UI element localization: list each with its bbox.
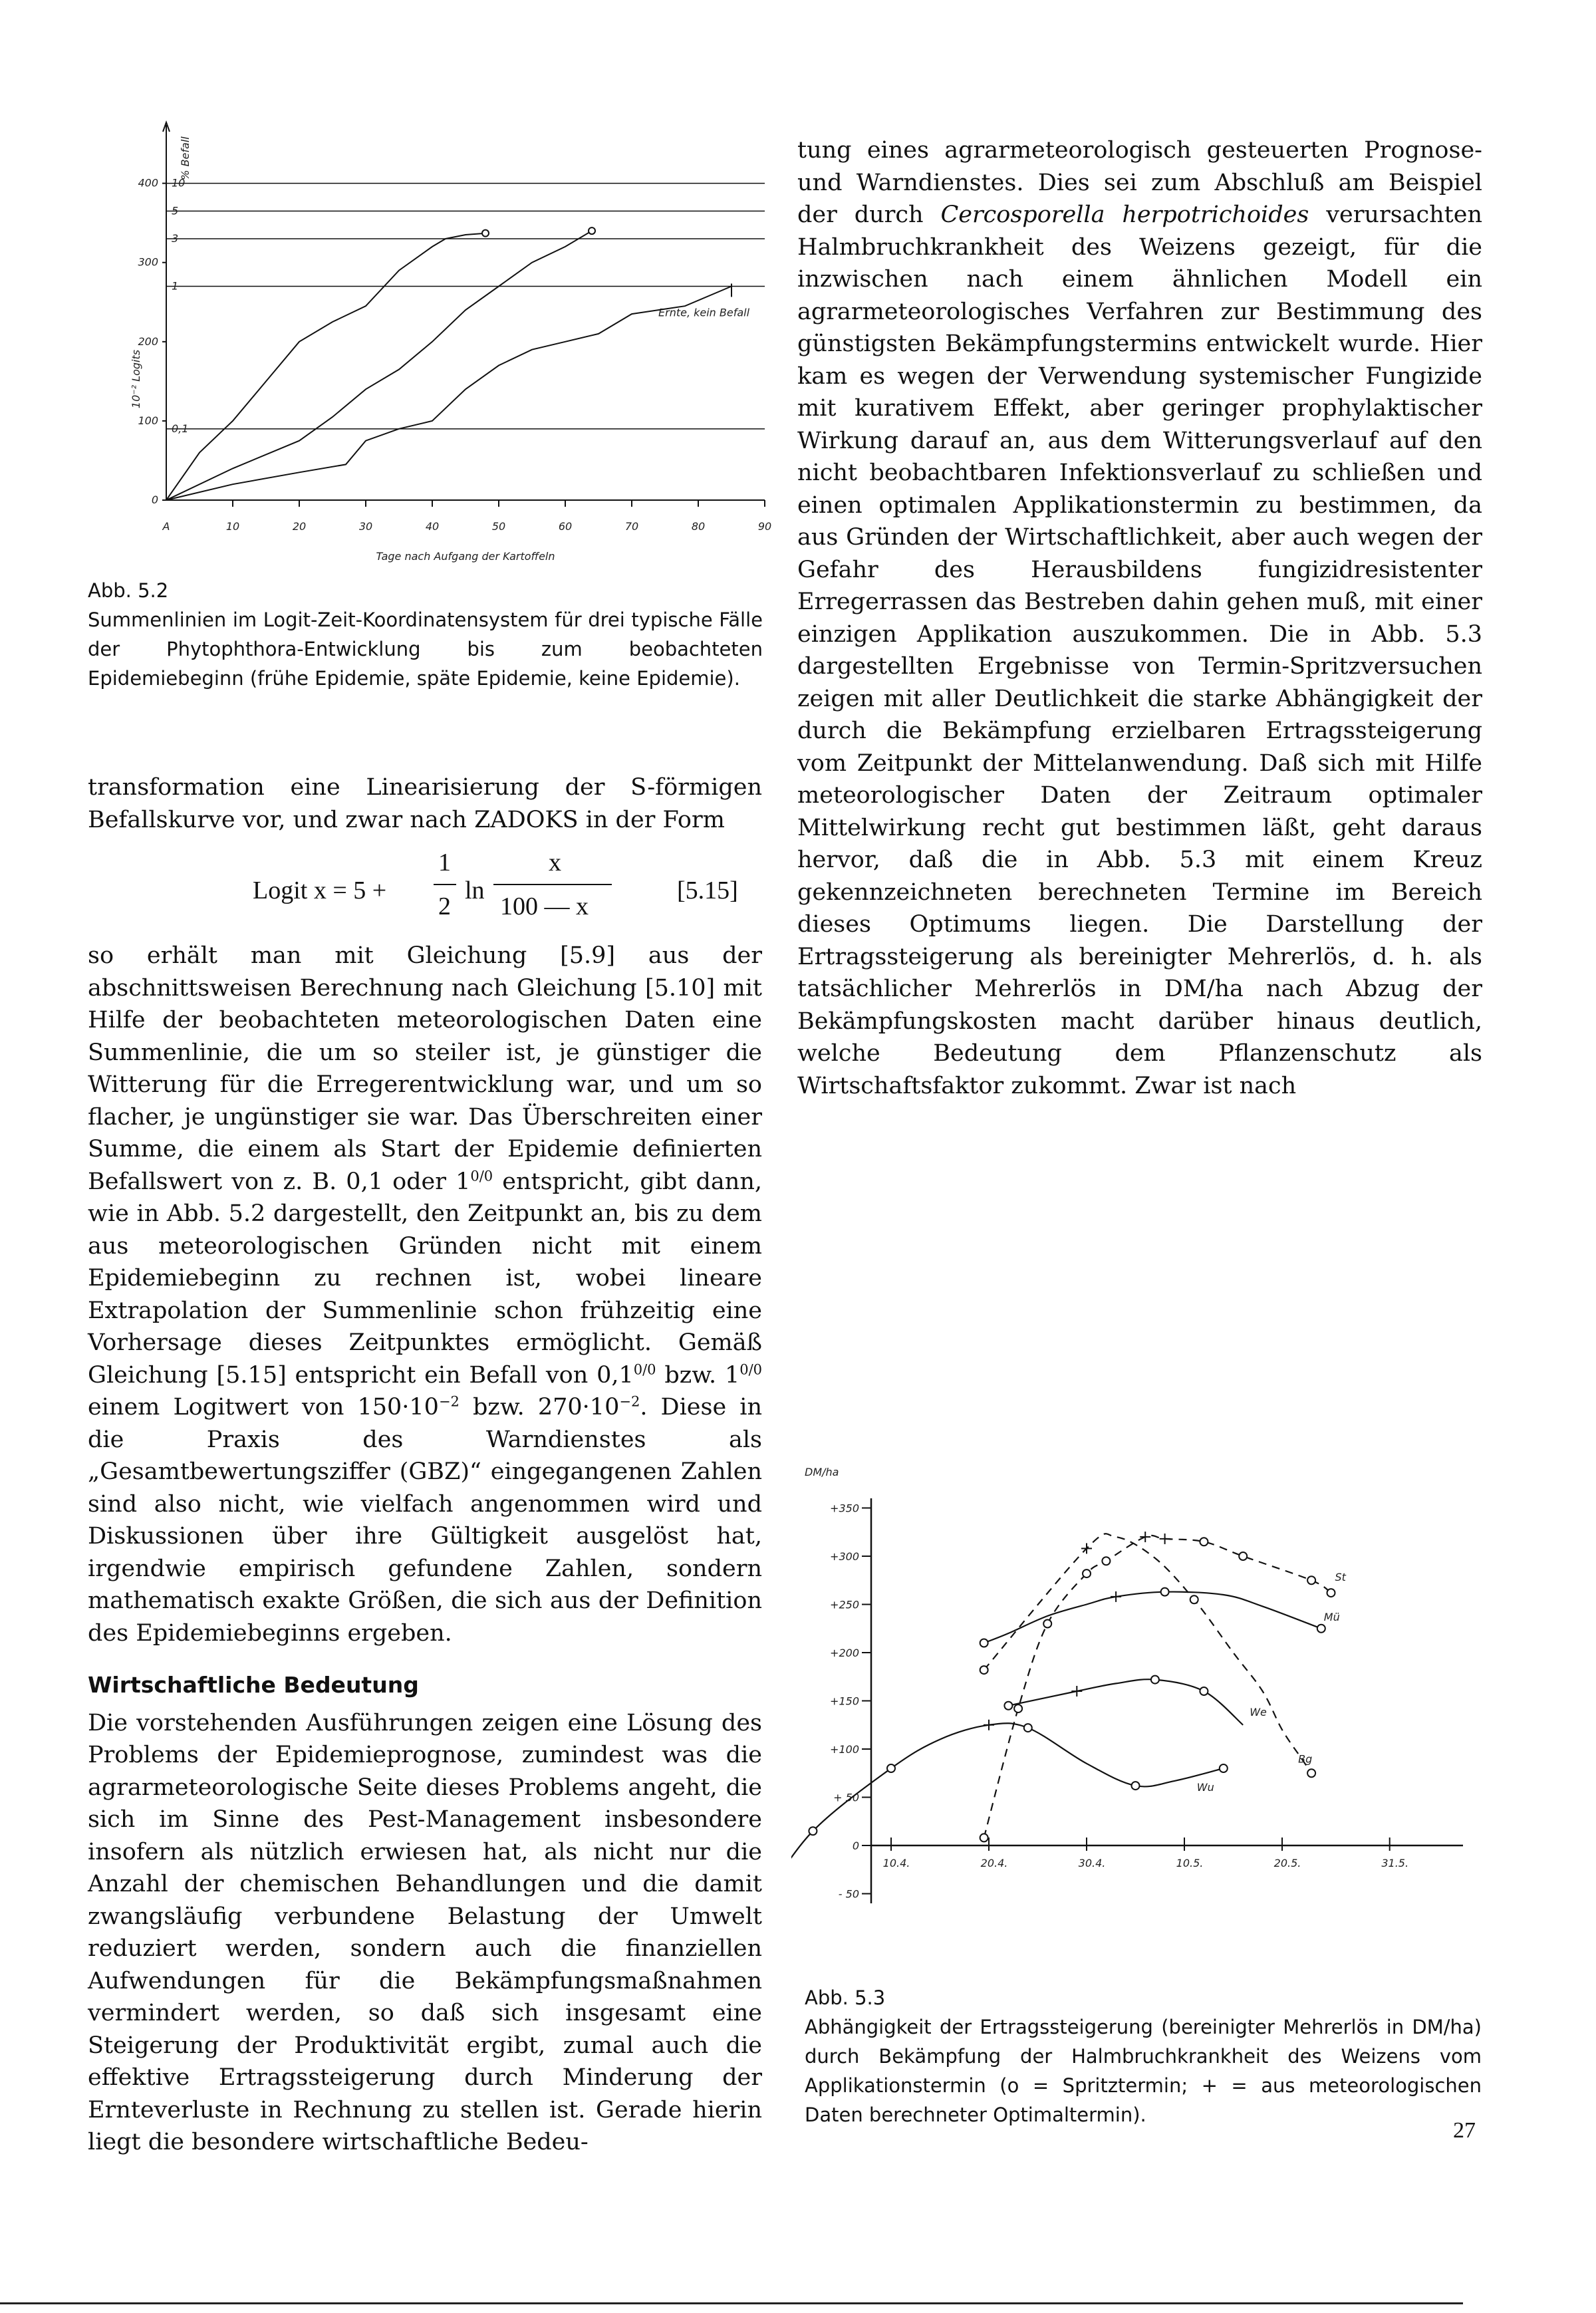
spray-date-marker <box>1161 1588 1169 1596</box>
p2-part-c: bzw. 1 <box>656 1361 740 1389</box>
right-p1-part-a: tung eines agrarmeteorologisch gesteuerten Prognose- und Warndienstes. Dies sei zum Abschluß am Beispiel der durch <box>797 137 1482 228</box>
y-tick-label: 400 <box>138 176 158 190</box>
formula-frac1-line <box>434 884 456 885</box>
x-tick-label: 30 <box>358 520 373 533</box>
p2-part-b: entspricht, gibt dann, wie in Abb. 5.2 dargestellt, den Zeitpunkt an, bis zu dem aus meteorologischen Gründen nicht mit einem Epidemiebeginn zu rechnen ist, wobei lineare Extrapolation der Summenlinie schon frühzeitig eine Vorhersage dieses Zeitpunktes ermöglicht. Gemäß Gleichung [5.15] entspricht ein Befall von 0,1 <box>88 1168 762 1389</box>
p2-sup-4: −2 <box>438 1393 460 1410</box>
y-tick-label: 0 <box>151 493 158 506</box>
y2-tick-label: 0,1 <box>172 422 189 435</box>
x-tick-label: 90 <box>757 520 772 533</box>
x-tick-label: 20 <box>292 520 307 533</box>
spray-date-marker <box>1190 1595 1198 1603</box>
figure-5-2 <box>126 120 791 579</box>
x-tick-label: A <box>162 520 170 533</box>
y-tick-label: 100 <box>138 414 158 427</box>
series-label-St: St <box>1335 1571 1346 1584</box>
spray-date-marker <box>980 1834 988 1841</box>
spray-date-marker <box>1083 1569 1091 1577</box>
spray-date-marker <box>980 1666 988 1674</box>
y-tick-label: + 50 <box>833 1791 859 1804</box>
p2-part-e: bzw. 270·10 <box>459 1394 620 1421</box>
series-end-marker <box>482 230 489 237</box>
figure-5-2-chart <box>126 120 791 579</box>
x-axis-label: Tage nach Aufgang der Kartoffeln <box>376 550 555 563</box>
figure-5-3 <box>791 1107 1490 1982</box>
x-tick-label: 30.4. <box>1078 1857 1106 1869</box>
p2-part-f: . Diese in die Praxis des Warndienstes als „Gesamtbewertungsziffer (GBZ)“ eingegangenen Zahlen sind also nicht, wie vielfach angenommen wird und Diskussionen über ihre Gültigkeit ausgelöst hat, irgendwie empirisch gefundene Zahlen, sondern mathematisch exakte Größen, die sich aus der Definition des Epidemiebeginns ergeben. <box>88 1394 762 1647</box>
series-label-Wu: Wu <box>1196 1781 1214 1794</box>
spray-date-marker <box>1132 1782 1140 1790</box>
x-tick-label: 10.4. <box>882 1857 910 1869</box>
y-tick-label: 300 <box>138 255 158 269</box>
spray-date-marker <box>809 1827 817 1835</box>
spray-date-marker <box>1102 1557 1110 1565</box>
spray-date-marker <box>1014 1704 1022 1712</box>
formula-frac2-num: x <box>549 849 561 877</box>
formula-ln: ln <box>465 877 485 904</box>
section-heading: Wirtschaftliche Bedeutung <box>88 1672 419 1698</box>
y2-axis-label: % Befall <box>179 136 192 180</box>
spray-date-marker <box>887 1764 895 1772</box>
series-line-Bg <box>984 1534 1312 1773</box>
figure-5-3-chart <box>791 1107 1490 1982</box>
series-label-Mü: Mü <box>1323 1610 1340 1623</box>
p2-part-d: einem Logitwert von 150·10 <box>88 1394 439 1421</box>
figure-5-3-caption-text: Abhängigkeit der Ertragssteigerung (bereinigter Mehrerlös in DM/ha) durch Bekämpfung der Halmbruchkrankheit des Weizens vom Applikationstermin (o = Spritztermin; + = aus meteorologischen Daten berechneter Optimaltermin). <box>805 2016 1482 2126</box>
p2-part-a: so erhält man mit Gleichung [5.9] aus der abschnittsweisen Berechnung nach Gleichung [5.10] mit Hilfe der beobachteten meteorologischen Daten eine Summenlinie, die um so steiler ist, je günstiger die Witterung für die Erregerentwicklung war, und um so flacher, je ungünstiger sie war. Das Überschreiten einer Summe, die einem als Start der Epidemie definierten Befallswert von z. B. 0,1 oder 1 <box>88 942 762 1195</box>
x-tick-label: 80 <box>691 520 706 533</box>
y-tick-label: +200 <box>830 1647 859 1659</box>
formula-frac1-den: 2 <box>438 892 451 920</box>
y2-tick-label: 10 <box>172 176 186 190</box>
series-line-Mü <box>984 1592 1321 1643</box>
spray-date-marker <box>1004 1702 1012 1710</box>
spray-date-marker <box>1307 1769 1315 1777</box>
left-column <box>88 771 762 2159</box>
figure-5-3-caption-number: Abb. 5.3 <box>805 1986 886 2009</box>
spray-date-marker <box>980 1639 988 1647</box>
species-name: Cercosporella herpotrichoides <box>940 202 1309 228</box>
y-axis-label: 10⁻² Logits <box>130 349 142 409</box>
series-line-St <box>984 1536 1331 1837</box>
series-line-3 <box>166 287 732 501</box>
x-tick-label: 10 <box>225 520 240 533</box>
y-unit-label: DM/ha <box>805 1466 839 1478</box>
spray-date-marker <box>1024 1724 1032 1732</box>
y-tick-label: 200 <box>138 335 158 348</box>
series-label-Bg: Bg <box>1298 1752 1313 1766</box>
series-line-We <box>1008 1679 1243 1725</box>
right-column <box>797 134 1482 1102</box>
y-tick-label: 0 <box>852 1839 859 1852</box>
spray-date-marker <box>1200 1538 1208 1546</box>
series-label-We: We <box>1250 1705 1267 1718</box>
spray-date-marker <box>1307 1576 1315 1584</box>
left-paragraph-3: Die vorstehenden Ausführungen zeigen eine Lösung des Problems der Epidemieprognose, zumindest was die agrarmeteorologische Seite dieses Problems angeht, die sich im Sinne des Pest-Management insbesondere insofern als nützlich erwiesen hat, als nicht nur die Anzahl der chemischen Behandlungen und die damit zwangsläufig verbundene Belastung der Umwelt reduziert werden, sondern auch die finanziellen Aufwendungen für die Bekämpfungsmaßnahmen vermindert werden, so daß sich insgesamt eine Steigerung der Produktivität ergibt, zumal auch die effektive Ertragssteigerung durch Minderung der Ernteverluste in Rechnung zu stellen ist. Gerade hierin liegt die besondere wirtschaftliche Bedeu- <box>88 1709 762 2155</box>
zadoks-formula <box>88 841 762 933</box>
x-tick-label: 50 <box>491 520 506 533</box>
right-paragraph-1 <box>797 134 1482 1102</box>
series-end-marker <box>589 227 595 234</box>
y2-tick-label: 5 <box>172 204 179 217</box>
p2-sup-1: 0/0 <box>470 1167 493 1184</box>
x-tick-label: 40 <box>425 520 440 533</box>
figure-5-3-caption <box>805 1983 1482 2129</box>
left-paragraph-2 <box>88 940 762 1649</box>
formula-frac2-line <box>493 884 612 885</box>
figure-5-2-caption-number: Abb. 5.2 <box>88 579 169 602</box>
spray-date-marker <box>1327 1589 1335 1597</box>
series-line-2 <box>166 231 592 500</box>
formula-frac1-num: 1 <box>438 849 451 877</box>
figure-5-2-caption <box>88 576 763 693</box>
x-tick-label: 31.5. <box>1381 1857 1409 1869</box>
formula-number: [5.15] <box>677 877 738 904</box>
annotation-harvest: Ernte, kein Befall <box>658 306 750 319</box>
x-tick-label: 10.5. <box>1176 1857 1204 1869</box>
x-tick-label: 60 <box>558 520 573 533</box>
spray-date-marker <box>1043 1620 1051 1628</box>
spray-date-marker <box>1151 1676 1159 1684</box>
y-tick-label: +100 <box>830 1743 859 1756</box>
x-tick-label: 20.5. <box>1273 1857 1301 1869</box>
right-p1-part-b: verursachten Halmbruchkrankheit des Weizens gezeigt, für die inzwischen nach einem ähnlichen Modell ein agrarmeteorologisches Verfahren zur Bestimmung des günstigsten Bekämpfungstermins entwickelt wurde. Hier kam es wegen der Verwendung systemischer Fungizide mit kurativem Effekt, aber geringer prophylaktischer Wirkung darauf an, aus dem Witterungsverlauf auf den nicht beobachtbaren Infektionsverlauf zu schließen und einen optimalen Applikationstermin zu bestimmen, da aus Gründen der Wirtschaftlichkeit, aber auch wegen der Gefahr des Herausbildens fungizidresistenter Erregerrassen das Bestreben dahin gehen muß, mit einer einzigen Applikation auszukommen. Die in Abb. 5.3 dargestellten Ergebnisse von Termin-Spritzversuchen zeigen mit aller Deutlichkeit die starke Abhängigkeit der durch die Bekämpfung erzielbaren Ertragssteigerung vom Zeitpunkt der Mittelanwendung. Daß sich mit Hilfe meteorologischer Daten der Zeitraum optimaler Mittelwirkung recht gut bestimmen läßt, geht daraus hervor, daß die in Abb. 5.3 mit einem Kreuz gekennzeichneten berechneten Termine im Bereich dieses Optimums liegen. Die Darstellung der Ertragssteigerung als bereinigter Mehrerlös, d. h. als tatsächlicher Mehrerlös in DM/ha nach Abzug der Bekämpfungskosten macht darüber hinaus deutlich, welche Bedeutung dem Pflanzenschutz als Wirtschaftsfaktor zukommt. Zwar ist nach <box>797 202 1482 1099</box>
x-tick-label: 70 <box>624 520 639 533</box>
y2-tick-label: 1 <box>172 279 179 293</box>
y-tick-label: +300 <box>830 1550 859 1563</box>
y-tick-label: +250 <box>830 1598 859 1611</box>
y-tick-label: +350 <box>830 1502 859 1515</box>
y-tick-label: - 50 <box>838 1887 859 1901</box>
p2-sup-5: −2 <box>619 1393 640 1410</box>
series-line-1 <box>166 233 485 500</box>
figure-5-2-caption-text: Summenlinien im Logit-Zeit-Koordinatensystem für drei typische Fälle der Phytophthora-Entwicklung bis zum beobachteten Epidemiebeginn (frühe Epidemie, späte Epidemie, keine Epidemie). <box>88 609 763 690</box>
p2-sup-3: 0/0 <box>739 1361 763 1377</box>
p2-sup-2: 0/0 <box>633 1361 656 1377</box>
spray-date-marker <box>1200 1687 1208 1695</box>
spray-date-marker <box>1220 1764 1228 1772</box>
spray-date-marker <box>1317 1625 1325 1633</box>
left-paragraph-1: transformation eine Linearisierung der S-förmigen Befallskurve vor, und zwar nach ZADOKS in der Form <box>88 774 762 833</box>
spray-date-marker <box>1239 1552 1247 1560</box>
x-tick-label: 20.4. <box>980 1857 1008 1869</box>
y2-tick-label: 3 <box>172 232 179 245</box>
y-tick-label: +150 <box>830 1695 859 1708</box>
formula-lhs: Logit x = 5 + <box>253 877 387 904</box>
bottom-rule <box>0 2302 1463 2304</box>
formula-frac2-den: 100 — x <box>500 892 589 920</box>
page-number: 27 <box>1453 2118 1476 2143</box>
